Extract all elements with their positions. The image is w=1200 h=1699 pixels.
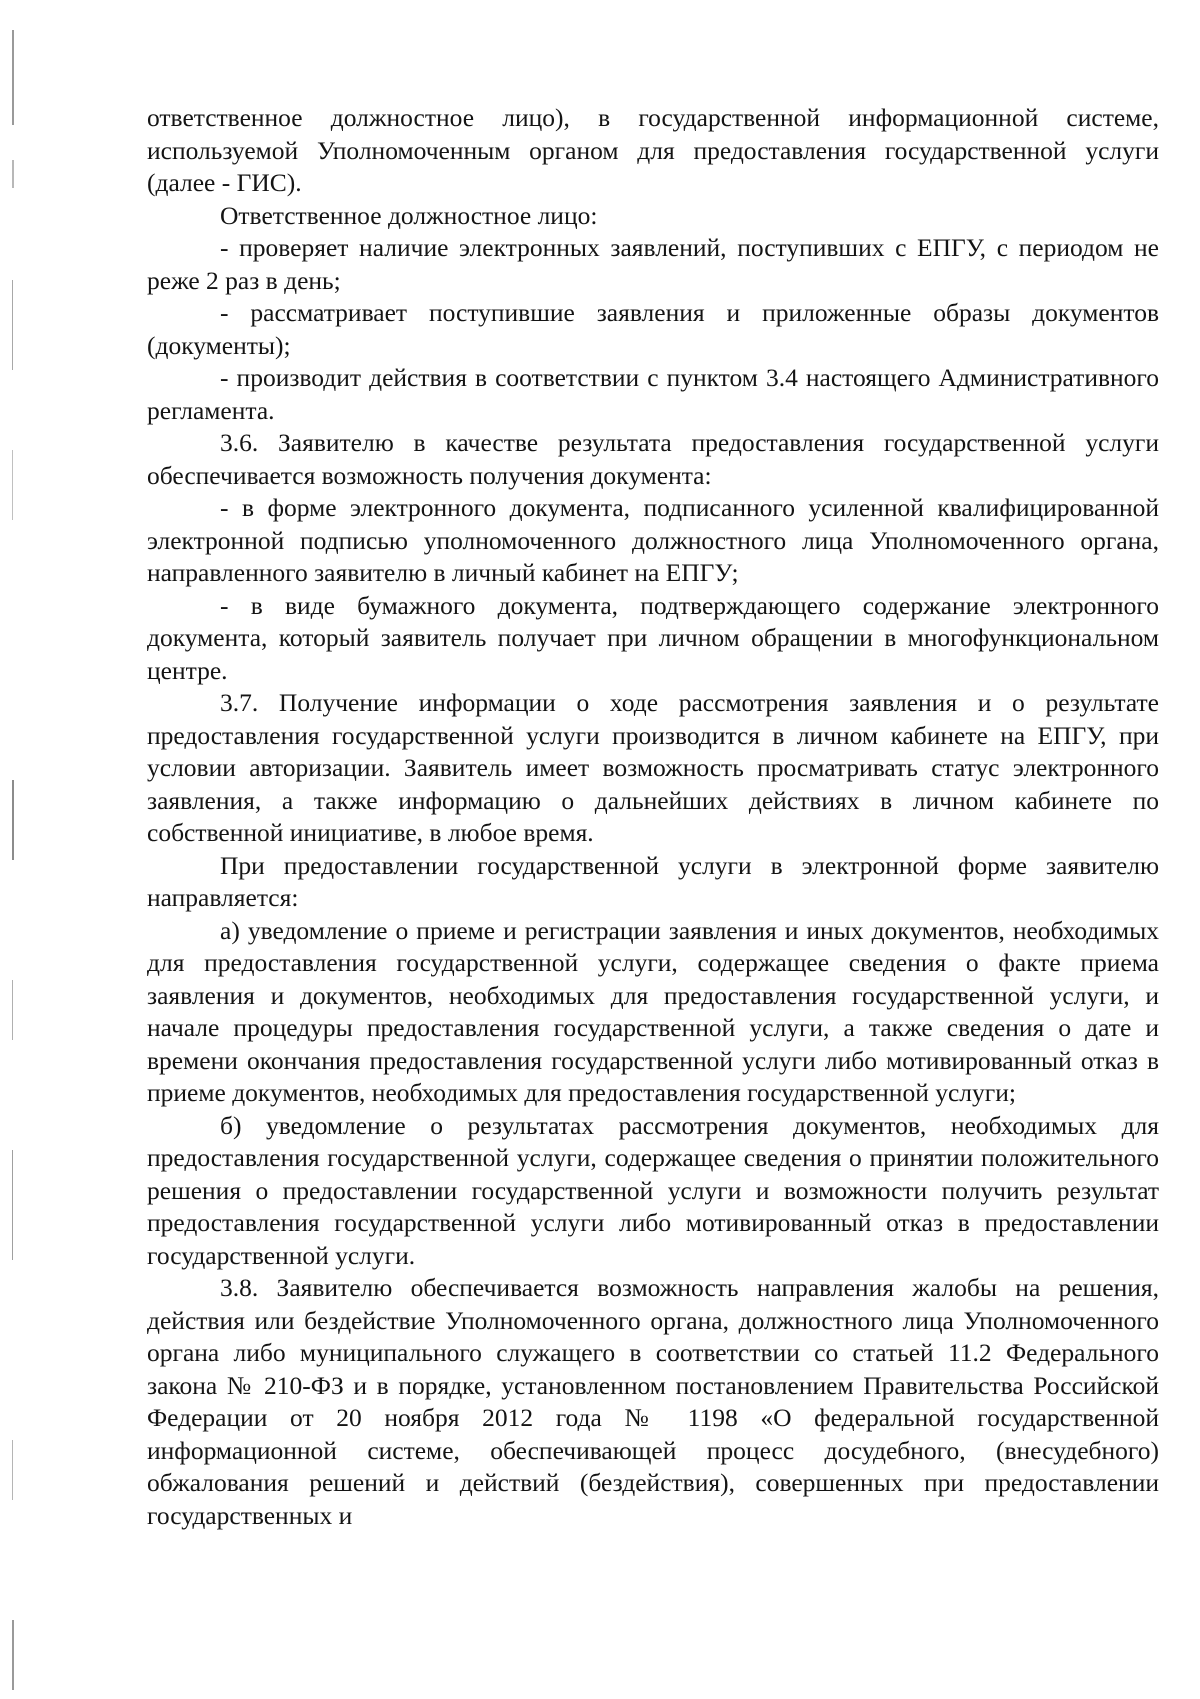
paragraph-electronic-form: При предоставлении государственной услуги в электронной форме заявителю направляется:: [147, 850, 1159, 912]
paragraph-item-b: б) уведомление о результатах рассмотрения документов, необходимых для предоставления государственной услуги, содержащее сведения о принятии положительного решения о предоставлении государственной услуги и возможности получить результат предоставления государственной услуги либо мотивированный отказ в предоставлении государственной услуги.: [147, 1110, 1159, 1270]
paragraph-item-a: а) уведомление о приеме и регистрации заявления и иных документов, необходимых для предоставления государственной услуги, содержащее сведения о факте приема заявления и документов, необходимых для предоставления государственной услуги, и начале процедуры предоставления государственной услуги, а также сведения о дате и времени окончания предоставления государственной услуги либо мотивированный отказ в приеме документов, необходимых для предоставления государственной услуги;: [147, 915, 1159, 1107]
scan-margin-mark: [12, 1440, 13, 1500]
paragraph-responsible-official: Ответственное должностное лицо:: [220, 200, 598, 230]
scan-margin-mark: [12, 450, 13, 520]
paragraph-list-item: - проверяет наличие электронных заявлений, поступивших с ЕПГУ, с периодом не реже 2 раз в день;: [147, 233, 1159, 295]
paragraph-list-item: - рассматривает поступившие заявления и приложенные образы документов (документы);: [147, 298, 1159, 360]
paragraph-section-3-6: 3.6. Заявителю в качестве результата предоставления государственной услуги обеспечивается возможность получения документа:: [147, 428, 1159, 490]
paragraph-section-3-7: 3.7. Получение информации о ходе рассмотрения заявления и о результате предоставления государственной услуги производится в личном кабинете на ЕПГУ, при условии авторизации. Заявитель имеет возможность просматривать статус электронного заявления, а также информацию о дальнейших действиях в личном кабинете по собственной инициативе, в любое время.: [147, 688, 1159, 847]
scan-margin-mark: [12, 280, 13, 370]
scan-margin-mark: [12, 30, 14, 125]
paragraph-list-item: - в форме электронного документа, подписанного усиленной квалифицированной электронной подписью уполномоченного должностного лица Уполномоченного органа, направленного заявителю в личный кабинет на ЕПГУ;: [147, 493, 1159, 587]
paragraph-section-3-8: 3.8. Заявителю обеспечивается возможность направления жалобы на решения, действия или бездействие Уполномоченного органа, должностного лица Уполномоченного органа либо муниципального служащего в соответствии со статьей 11.2 Федерального закона № 210-ФЗ и в порядке, установленном постановлением Правительства Российской Федерации от 20 ноября 2012 года № 1198 «О федеральной государственной информационной системе, обеспечивающей процесс досудебного, (внесудебного) обжалования решений и действий (бездействия), совершенных при предоставлении государственных и: [147, 1273, 1159, 1530]
scan-margin-mark: [12, 1150, 13, 1260]
paragraph-list-item: - в виде бумажного документа, подтверждающего содержание электронного документа, который заявитель получает при личном обращении в многофункциональном центре.: [147, 590, 1159, 685]
scan-margin-mark: [12, 980, 13, 1040]
paragraph-list-item: - производит действия в соответствии с пунктом 3.4 настоящего Административного регламента.: [147, 363, 1159, 425]
paragraph-continuation: ответственное должностное лицо), в государственной информационной системе, используемой Уполномоченным органом для предоставления государственной услуги (далее - ГИС).: [147, 103, 1159, 197]
scan-margin-mark: [12, 1620, 14, 1690]
scan-margin-mark: [12, 160, 14, 188]
document-body: [147, 102, 1159, 1532]
scan-margin-mark: [12, 780, 14, 860]
